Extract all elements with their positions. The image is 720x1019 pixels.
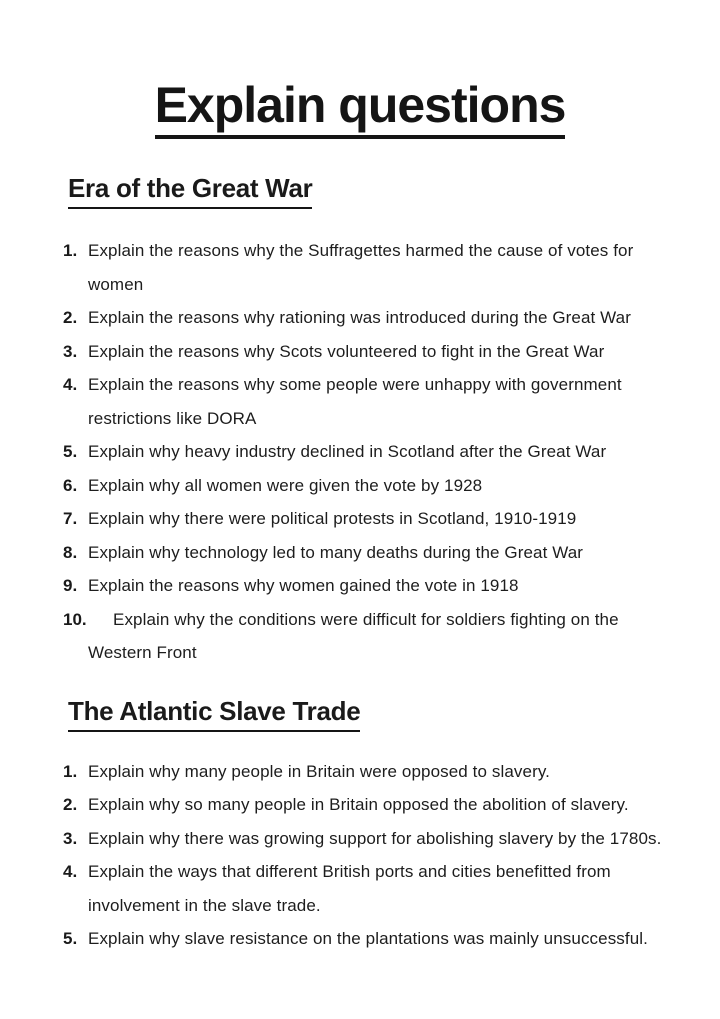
question-number: 8. [63, 542, 78, 562]
question-text-line: Explain the ways that different British ports and cities benefitted from [88, 862, 611, 881]
question-item-5 [63, 435, 700, 469]
section-heading-text: Era of the Great War [68, 173, 312, 209]
question-item-2 [63, 788, 700, 822]
question-item-2 [63, 301, 700, 335]
question-item-4 [63, 368, 700, 435]
question-list-the-atlantic-slave-trade [63, 755, 700, 956]
question-number: 10. [63, 609, 87, 629]
question-number: 6. [63, 475, 78, 495]
question-text-line: Explain why heavy industry declined in Scotland after the Great War [88, 442, 607, 461]
question-text-line: Western Front [88, 643, 197, 662]
question-item-3 [63, 335, 700, 369]
question-text-line: Explain the reasons why the Suffragettes harmed the cause of votes for [88, 241, 634, 260]
question-number: 5. [63, 929, 78, 948]
document-title: Explain questions [155, 78, 566, 139]
section-heading-text: The Atlantic Slave Trade [68, 696, 360, 732]
question-number: 2. [63, 795, 78, 814]
question-text-line: restrictions like DORA [88, 408, 257, 428]
question-number: 1. [63, 761, 78, 781]
question-text-line: Explain why many people in Britain were opposed to slavery. [88, 761, 550, 781]
question-text-line: women [88, 274, 144, 294]
question-item-9 [63, 569, 700, 603]
question-text-line: Explain why all women were given the vote by 1928 [88, 475, 483, 495]
section-heading-the-atlantic-slave-trade [68, 696, 720, 732]
question-text-line: Explain why slave resistance on the plantations was mainly unsuccessful. [88, 929, 648, 948]
question-item-6 [63, 469, 700, 503]
question-item-5 [63, 922, 700, 956]
section-heading-era-of-the-great-war [68, 173, 720, 209]
question-number: 4. [63, 375, 78, 394]
question-item-7 [63, 502, 700, 536]
question-number: 3. [63, 341, 78, 361]
question-number: 3. [63, 828, 78, 848]
question-text-line: Explain why technology led to many deaths during the Great War [88, 542, 584, 562]
question-number: 5. [63, 442, 78, 461]
question-number: 7. [63, 509, 78, 528]
question-text-line: Explain why there were political protests in Scotland, 1910-1919 [88, 509, 577, 528]
question-text-line: involvement in the slave trade. [88, 895, 321, 915]
question-number: 9. [63, 576, 78, 595]
question-text-line: Explain why the conditions were difficult for soldiers fighting on the [113, 609, 619, 629]
question-text-line: Explain why there was growing support for abolishing slavery by the 1780s. [88, 828, 662, 848]
question-item-3 [63, 822, 700, 856]
question-item-1 [63, 755, 700, 789]
question-text-line: Explain why so many people in Britain opposed the abolition of slavery. [88, 795, 629, 814]
question-item-4 [63, 855, 700, 922]
question-text-line: Explain the reasons why Scots volunteered to fight in the Great War [88, 341, 605, 361]
question-item-1 [63, 234, 700, 301]
question-text-line: Explain the reasons why rationing was introduced during the Great War [88, 308, 631, 327]
question-list-era-of-the-great-war [63, 234, 700, 670]
document-title-wrap [0, 0, 720, 139]
question-text-line: Explain the reasons why some people were unhappy with government [88, 375, 622, 394]
question-number: 1. [63, 241, 78, 260]
question-number: 2. [63, 308, 78, 327]
question-item-10 [63, 603, 700, 670]
question-text-line: Explain the reasons why women gained the vote in 1918 [88, 576, 519, 595]
question-number: 4. [63, 862, 78, 881]
question-item-8 [63, 536, 700, 570]
